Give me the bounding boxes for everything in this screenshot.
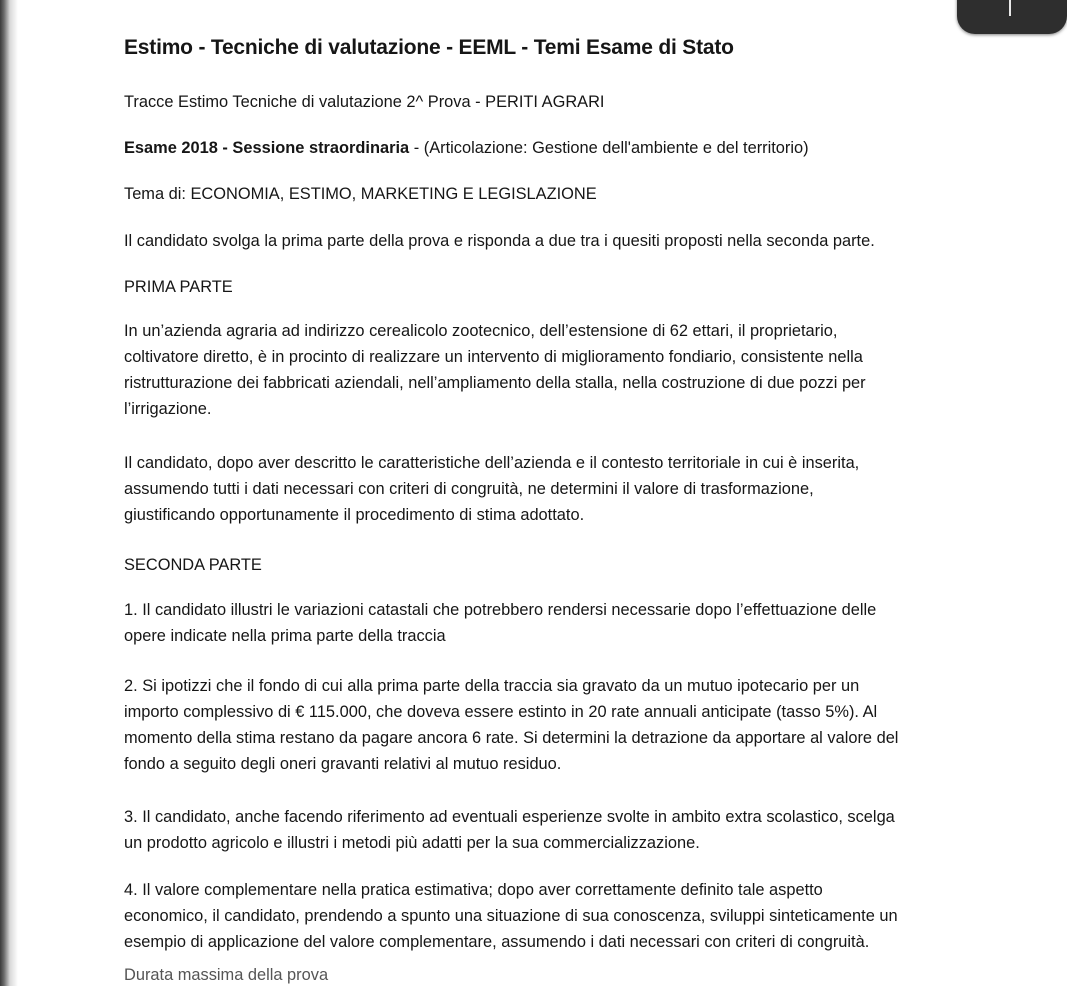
document-subtitle: Tracce Estimo Tecniche di valutazione 2^ Prova - PERITI AGRARI [124, 93, 605, 111]
paragraph-line: un prodotto agricolo e illustri i metodi più adatti per la sua commercializzazione. [124, 834, 700, 852]
paragraph-line: esempio di applicazione del valore complementare, assumendo i dati necessari con criteri di congruità. [124, 933, 870, 951]
prima-parte-paragraph-2 [124, 450, 859, 528]
cursor-bar-icon [1009, 0, 1011, 16]
quesito-1 [124, 597, 876, 649]
paragraph-line: 1. Il candidato illustri le variazioni catastali che potrebbero rendersi necessarie dopo l’effettuazione delle [124, 601, 877, 619]
quesito-3 [124, 804, 895, 856]
paragraph-line: Il candidato, dopo aver descritto le caratteristiche dell’azienda e il contesto territoriale in cui è inserita, [124, 454, 860, 472]
document-title: Estimo - Tecniche di valutazione - EEML - Temi Esame di Stato [124, 36, 734, 59]
paragraph-line: coltivatore diretto, è in procinto di realizzare un intervento di miglioramento fondiario, consistente nella [124, 348, 863, 366]
exam-session [124, 135, 809, 161]
paragraph-line: giustificando opportunamente il procedimento di stima adottato. [124, 506, 585, 524]
exam-session-bold: Esame 2018 - Sessione straordinaria [124, 139, 410, 157]
quesito-4 [124, 877, 898, 955]
cutoff-text: Durata massima della prova [124, 966, 329, 984]
prima-parte-heading: PRIMA PARTE [124, 278, 233, 296]
seconda-parte-heading: SECONDA PARTE [124, 556, 262, 574]
paragraph-line: fondo a seguito degli oneri gravanti relativi al mutuo residuo. [124, 755, 562, 773]
page-edge-shadow [0, 0, 18, 986]
exam-session-detail: - (Articolazione: Gestione dell'ambiente e del territorio) [409, 139, 809, 157]
exam-instructions: Il candidato svolga la prima parte della prova e risponda a due tra i quesiti proposti nella seconda parte. [124, 232, 875, 250]
cutoff-text-line [124, 966, 384, 996]
paragraph-line: 4. Il valore complementare nella pratica estimativa; dopo aver correttamente definito tale aspetto [124, 881, 823, 899]
prima-parte-paragraph-1 [124, 318, 866, 422]
paragraph-line: In un’azienda agraria ad indirizzo cerealicolo zootecnico, dell’estensione di 62 ettari, il proprietario, [124, 322, 838, 340]
paragraph-line: economico, il candidato, prendendo a spunto una situazione di sua conoscenza, sviluppi sinteticamente un [124, 907, 898, 925]
paragraph-line: assumendo tutti i dati necessari con criteri di congruità, ne determini il valore di trasformazione, [124, 480, 814, 498]
corner-menu-button[interactable] [957, 0, 1067, 34]
paragraph-line: ristrutturazione dei fabbricati aziendali, nell’ampliamento della stalla, nella costruzione di due pozzi per [124, 374, 866, 392]
paragraph-line: l’irrigazione. [124, 400, 212, 418]
paragraph-line: momento della stima restano da pagare ancora 6 rate. Si determini la detrazione da apportare al valore del [124, 729, 899, 747]
paragraph-line: importo complessivo di € 115.000, che doveva essere estinto in 20 rate annuali anticipate (tasso 5%). Al [124, 703, 878, 721]
paragraph-line: 2. Si ipotizzi che il fondo di cui alla prima parte della traccia sia gravato da un mutuo ipotecario per un [124, 677, 860, 695]
paragraph-line: opere indicate nella prima parte della traccia [124, 627, 446, 645]
exam-tema: Tema di: ECONOMIA, ESTIMO, MARKETING E LEGISLAZIONE [124, 185, 597, 203]
paragraph-line: 3. Il candidato, anche facendo riferimento ad eventuali esperienze svolte in ambito extra scolastico, scelga [124, 808, 895, 826]
quesito-2 [124, 673, 898, 777]
